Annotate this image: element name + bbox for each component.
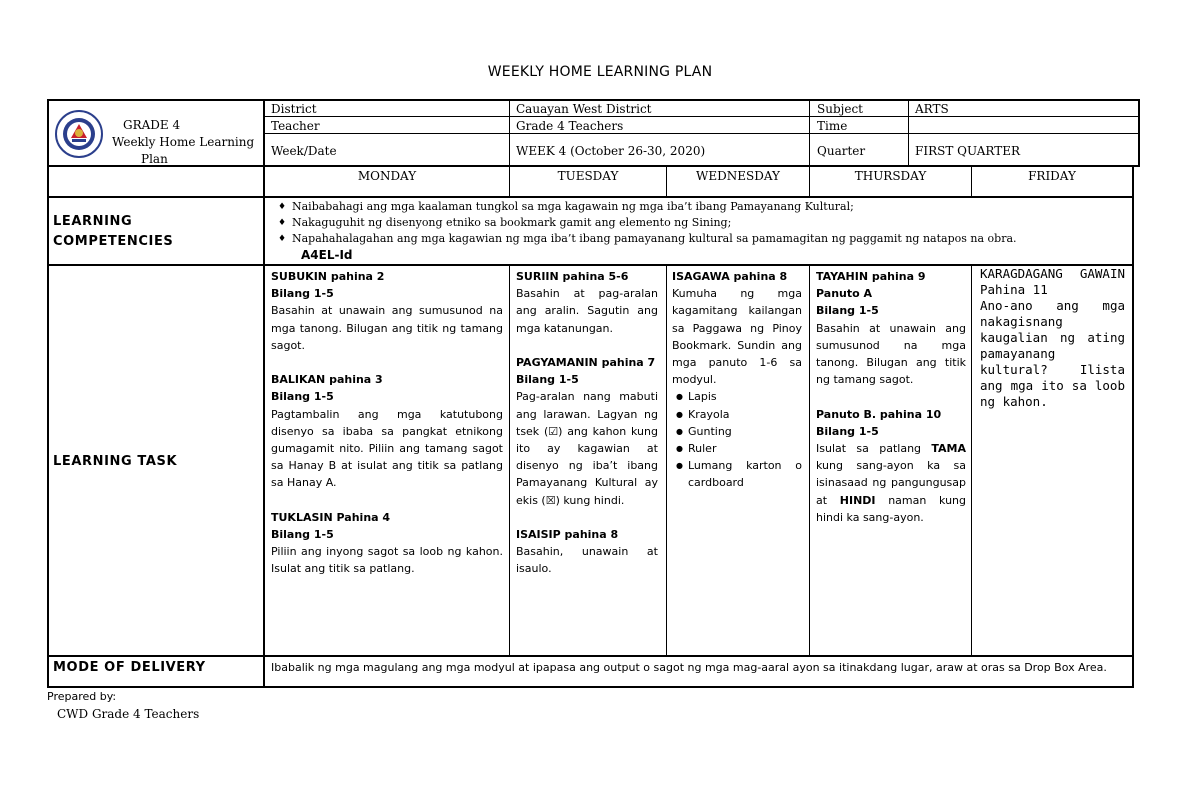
monday-s2-title: BALIKAN pahina 3 — [271, 373, 383, 387]
row-divider — [264, 133, 1139, 134]
competencies-label-line2: COMPETENCIES — [53, 234, 174, 249]
check-box-icon: ☑ — [548, 424, 559, 438]
table-border-left — [47, 99, 49, 688]
monday-s3-sub: Bilang 1-5 — [271, 528, 334, 542]
x-box-icon: ☒ — [545, 493, 556, 507]
thursday-task — [816, 268, 966, 526]
tuesday-s2-text — [516, 388, 658, 508]
delivery-label: MODE OF DELIVERY — [53, 660, 206, 675]
day-header-thursday: THURSDAY — [854, 169, 927, 183]
friday-title: KARAGDAGANG GAWAIN Pahina 11 — [980, 266, 1125, 297]
monday-s2-sub: Bilang 1-5 — [271, 390, 334, 404]
time-label: Time — [817, 119, 848, 133]
learning-task-label: LEARNING TASK — [53, 454, 178, 469]
tuesday-s2-text-a: Pag-aralan nang mabuti ang larawan. Lagyan ng tsek ( — [516, 390, 658, 438]
col-divider — [666, 264, 667, 656]
day-header-monday: MONDAY — [357, 169, 417, 183]
material-item: ● Ruler — [688, 440, 802, 457]
materials-list — [672, 388, 802, 491]
competency-item: ♦ Naibabahagi ang mga kaalaman tungkol sa mga kagawain ng mga iba’t ibang Pamayanang Kultural; — [292, 199, 1132, 215]
material-item: ● Lapis — [688, 388, 802, 405]
day-header-tuesday: TUESDAY — [557, 169, 619, 183]
competencies-label-line1: LEARNING — [53, 214, 133, 229]
tuesday-s3-text: Basahin, unawain at isaulo. — [516, 545, 658, 576]
plan-label-line2: Plan — [141, 152, 168, 166]
week-value: WEEK 4 (October 26-30, 2020) — [516, 144, 706, 158]
thursday-s1-sub: Panuto A — [816, 287, 873, 301]
monday-s2-text: Pagtambalin ang mga katutubong disenyo sa ibaba sa pangkat etnikong gumagamit nito. Piliin ang tamang sagot sa Hanay B at isulat ang titik sa patlang sa Hanay A. — [271, 407, 503, 490]
deped-seal-logo — [55, 110, 103, 158]
material-item: ● Lumang karton o cardboard — [688, 457, 802, 491]
prepared-by-label: Prepared by: — [47, 690, 117, 703]
subject-value: ARTS — [915, 102, 949, 116]
wednesday-task — [672, 268, 802, 492]
monday-s3-text: Piliin ang inyong sagot sa loob ng kahon. Isulat ang titik sa patlang. — [271, 545, 503, 576]
day-header-wednesday: WEDNESDAY — [696, 169, 780, 183]
competencies-list — [272, 199, 1132, 247]
wednesday-s1-title: ISAGAWA pahina 8 — [672, 270, 788, 283]
district-label: District — [271, 102, 317, 116]
tuesday-s2-text-b: ) ang kahon kung ito ay kagawian at disenyo ng iba’t ibang Pamayanang Kultural ay ekis ( — [516, 424, 658, 507]
friday-task — [980, 266, 1125, 410]
quarter-value: FIRST QUARTER — [915, 144, 1021, 158]
thursday-s2-text — [816, 440, 966, 526]
hindi-word: HINDI — [839, 493, 876, 507]
monday-s3-title: TUKLASIN Pahina 4 — [271, 510, 391, 524]
tuesday-s2-text-c: ) kung hindi. — [555, 493, 625, 507]
tuesday-s1-text: Basahin at pag-aralan ang aralin. Sagutin ang mga katanungan. — [516, 287, 658, 335]
competency-item: ♦ Napahahalagahan ang mga kagawian ng mga iba’t ibang pamayanang kultural sa pamamagitan ng paggamit ng natapos na obra. — [292, 231, 1132, 247]
col-divider — [509, 264, 510, 656]
col-divider — [263, 99, 265, 688]
quarter-label: Quarter — [817, 144, 866, 158]
plan-label-line1: Weekly Home Learning — [112, 135, 255, 149]
prepared-by-value: CWD Grade 4 Teachers — [57, 707, 200, 721]
monday-s1-sub: Bilang 1-5 — [271, 287, 334, 301]
monday-task — [271, 268, 503, 578]
table-border-right — [1132, 165, 1134, 688]
material-item: ● Krayola — [688, 406, 802, 423]
thursday-s2-text-c: naman kung hindi ka sang-ayon. — [816, 493, 966, 524]
thursday-s2-text-a: Isulat sa patlang — [816, 442, 932, 456]
col-divider — [809, 264, 810, 656]
tuesday-task — [516, 268, 658, 578]
thursday-s2-text-b: kung sang-ayon ka sa isinasaad ng pangungusap at — [816, 459, 966, 507]
grade-label: GRADE 4 — [123, 118, 181, 132]
tuesday-s2-sub: Bilang 1-5 — [516, 373, 579, 387]
monday-s1-title: SUBUKIN pahina 2 — [271, 270, 385, 283]
competency-code: A4EL-Id — [301, 248, 353, 262]
district-value: Cauayan West District — [516, 102, 652, 116]
row-divider — [47, 165, 1139, 167]
table-border-top — [47, 99, 1139, 101]
friday-text: Ano-ano ang mga nakagisnang kaugalian ng ating pamayanang kultural? Ilista ang mga ito sa loob ng kahon. — [980, 298, 1125, 409]
tuesday-s1-title: SURIIN pahina 5-6 — [516, 270, 629, 283]
page-title: WEEKLY HOME LEARNING PLAN — [487, 64, 713, 80]
thursday-s2-title: Panuto B. pahina 10 — [816, 407, 942, 421]
subject-label: Subject — [817, 102, 863, 116]
delivery-text: Ibabalik ng mga magulang ang mga modyul at ipapasa ang output o sagot ng mga mag-aaral ayon sa itinakdang lugar, araw at oras sa Drop Box Area. — [271, 661, 1107, 674]
monday-s1-text: Basahin at unawain ang sumusunod na mga tanong. Bilugan ang titik ng tamang sagot. — [271, 304, 503, 352]
teacher-label: Teacher — [271, 119, 320, 133]
tuesday-s3-title: ISAISIP pahina 8 — [516, 528, 619, 542]
row-divider — [264, 116, 1139, 117]
thursday-s1-title: TAYAHIN pahina 9 — [816, 270, 926, 283]
thursday-s2-sub: Bilang 1-5 — [816, 424, 879, 438]
tama-word: TAMA — [931, 442, 966, 456]
competency-item: ♦ Nakaguguhit ng disenyong etniko sa bookmark gamit ang elemento ng Sining; — [292, 215, 1132, 231]
table-border-right-top — [1138, 99, 1140, 167]
tuesday-s2-title: PAGYAMANIN pahina 7 — [516, 356, 656, 370]
table-border-bottom — [47, 686, 1133, 688]
material-item: ● Gunting — [688, 423, 802, 440]
col-divider — [908, 99, 909, 166]
thursday-s1-text: Basahin at unawain ang sumusunod na mga tanong. Bilugan ang titik ng tamang sagot. — [816, 321, 966, 387]
teacher-value: Grade 4 Teachers — [516, 119, 624, 133]
thursday-s1-sub2: Bilang 1-5 — [816, 304, 879, 318]
wednesday-s1-text: Kumuha ng mga kagamitang kailangan sa Paggawa ng Pinoy Bookmark. Sundin ang mga panuto 1-6 sa modyul. — [672, 287, 802, 387]
week-label: Week/Date — [271, 144, 337, 158]
day-header-friday: FRIDAY — [1028, 169, 1076, 183]
col-divider — [971, 264, 972, 656]
